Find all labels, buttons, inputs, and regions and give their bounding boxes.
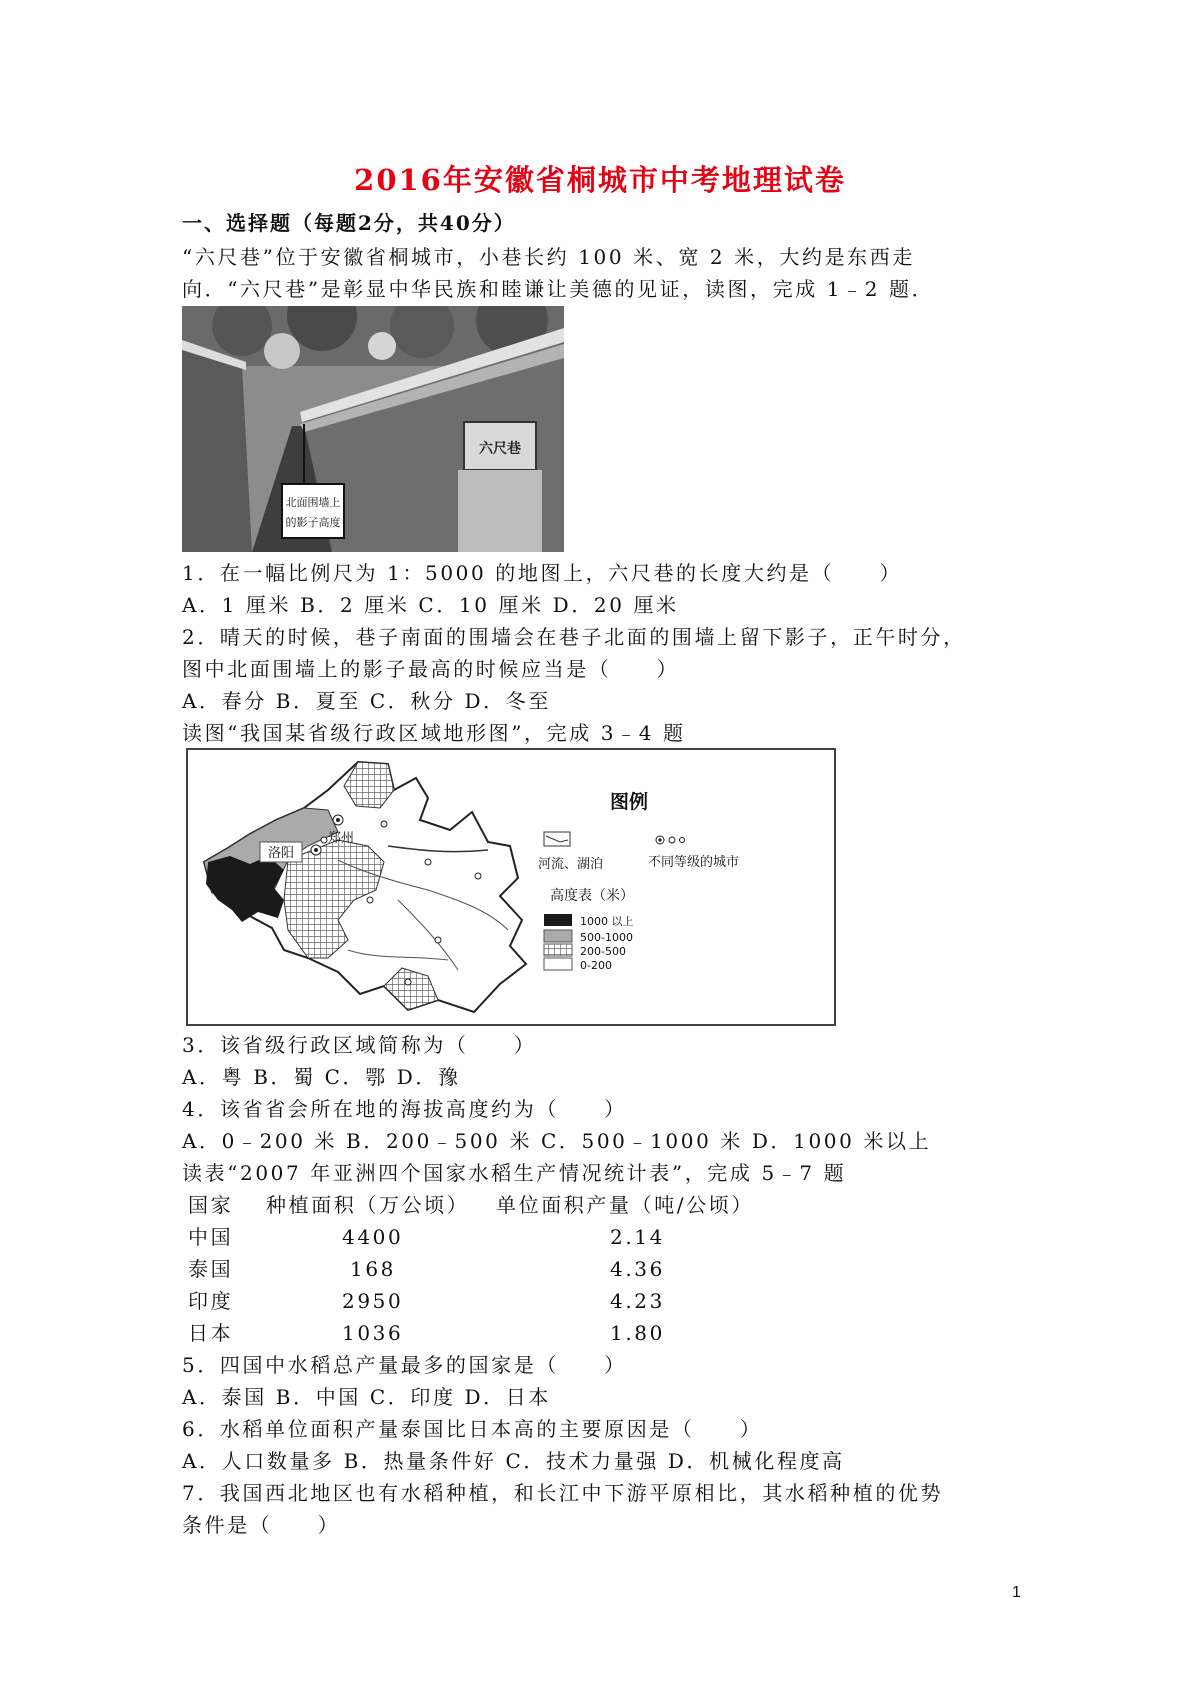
table-cell-country: 泰国 (188, 1257, 234, 1281)
question-1-stem: 1．在一幅比例尺为 1：5000 的地图上，六尺巷的长度大约是（ ） (182, 561, 903, 585)
liuchixiang-photo (182, 306, 564, 552)
table-header-area: 种植面积（万公顷） (266, 1193, 470, 1217)
height-item-4: 0-200 (580, 959, 612, 972)
table-cell-area: 1036 (342, 1321, 404, 1345)
table-header-yield: 单位面积产量（吨/公顷） (496, 1193, 754, 1217)
intro-text-line-2: 向．“六尺巷”是彰显中华民族和睦谦让美德的见证，读图，完成 1﹣2 题． (182, 277, 935, 301)
table-cell-area: 2950 (342, 1289, 404, 1313)
callout-line-1: 北面围墙上 (285, 496, 341, 509)
table-cell-country: 印度 (188, 1289, 234, 1313)
height-item-1: 1000 以上 (580, 915, 634, 928)
province-map-illustration (188, 750, 834, 1024)
question-3-stem: 3．该省级行政区域简称为（ ） (182, 1033, 537, 1057)
intro-text-line-1: “六尺巷”位于安徽省桐城市，小巷长约 100 米、宽 2 米，大约是东西走 (182, 245, 915, 269)
table-cell-yield: 1.80 (610, 1321, 665, 1345)
page-title: 2016年安徽省桐城市中考地理试卷 (354, 163, 846, 197)
question-2-stem-line-1: 2．晴天的时候，巷子南面的围墙会在巷子北面的围墙上留下影子，正午时分， (182, 625, 966, 649)
height-scale-title: 高度表（米） (550, 888, 634, 904)
callout-line-2: 的影子高度 (285, 516, 341, 529)
question-5-options: A．泰国 B．中国 C．印度 D．日本 (182, 1385, 551, 1409)
question-7-stem-line-1: 7．我国西北地区也有水稻种植，和长江中下游平原相比，其水稻种植的优势 (182, 1481, 944, 1505)
question-4-options: A．0﹣200 米 B．200﹣500 米 C．500﹣1000 米 D．1000 米以上 (182, 1129, 932, 1153)
city-label-luoyang: 洛阳 (267, 846, 295, 861)
question-4-stem: 4．该省省会所在地的海拔高度约为（ ） (182, 1097, 627, 1121)
legend-city-label: 不同等级的城市 (648, 855, 740, 870)
terrain-map (186, 748, 836, 1026)
height-item-3: 200-500 (580, 945, 626, 958)
question-7-stem-line-2: 条件是（ ） (182, 1513, 341, 1537)
table-header-country: 国家 (188, 1193, 234, 1217)
question-2-stem-line-2: 图中北面围墙上的影子最高的时候应当是（ ） (182, 657, 680, 681)
table-cell-area: 4400 (342, 1225, 404, 1249)
table-cell-yield: 4.36 (610, 1257, 665, 1281)
question-5-stem: 5．四国中水稻总产量最多的国家是（ ） (182, 1353, 627, 1377)
question-3-options: A．粤 B．蜀 C．鄂 D．豫 (182, 1065, 461, 1089)
alley-photo-illustration (182, 306, 564, 552)
table-intro: 读表“2007 年亚洲四个国家水稻生产情况统计表”，完成 5﹣7 题 (182, 1161, 847, 1185)
table-cell-country: 日本 (188, 1321, 234, 1345)
city-label-zhengzhou: 郑州 (328, 831, 355, 846)
question-6-stem: 6．水稻单位面积产量泰国比日本高的主要原因是（ ） (182, 1417, 763, 1441)
legend-title: 图例 (610, 791, 649, 813)
map-intro: 读图“我国某省级行政区域地形图”，完成 3﹣4 题 (182, 721, 686, 745)
question-6-options: A．人口数量多 B．热量条件好 C．技术力量强 D．机械化程度高 (182, 1449, 845, 1473)
page-number: 1 (1012, 1584, 1021, 1601)
table-cell-country: 中国 (188, 1225, 234, 1249)
plaque-text: 六尺巷 (479, 441, 521, 457)
table-cell-yield: 2.14 (610, 1225, 665, 1249)
section-heading: 一、选择题（每题2分，共40分） (182, 211, 516, 235)
table-cell-area: 168 (350, 1257, 396, 1281)
question-1-options: A．1 厘米 B．2 厘米 C．10 厘米 D．20 厘米 (182, 593, 679, 617)
legend-river-label: 河流、湖泊 (538, 857, 604, 872)
height-item-2: 500-1000 (580, 931, 633, 944)
table-cell-yield: 4.23 (610, 1289, 665, 1313)
question-2-options: A．春分 B．夏至 C．秋分 D．冬至 (182, 689, 551, 713)
